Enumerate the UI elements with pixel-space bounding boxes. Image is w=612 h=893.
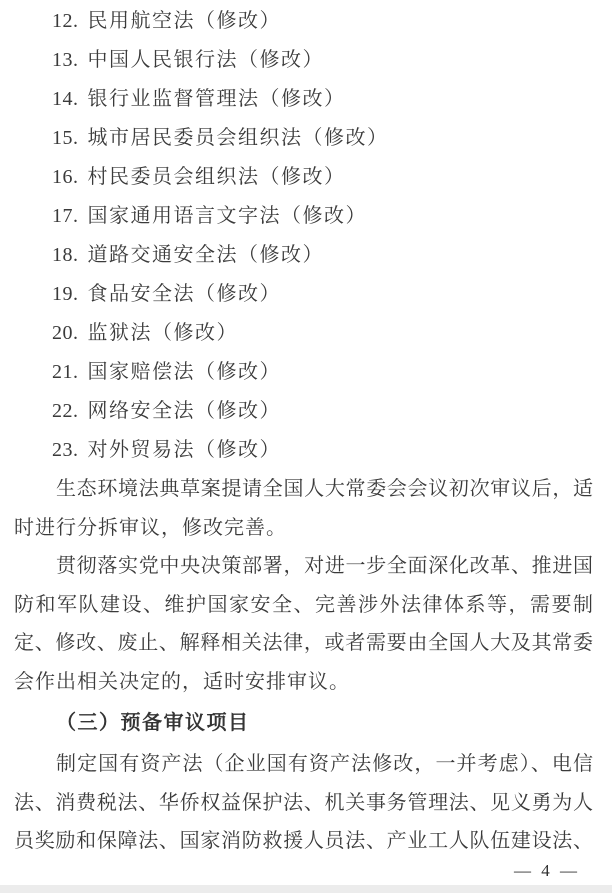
item-number: 23. [52,439,79,461]
section-heading: （三）预备审议项目 [56,712,250,734]
paragraph-central-decisions [14,547,593,701]
item-title: 食品安全法（修改） [87,283,281,305]
item-number: 14. [52,88,79,110]
text-line: 贯彻落实党中央决策部署，对进一步全面深化改革、推进国 [56,555,593,577]
list-item [14,314,593,353]
footer-strip-divider [0,885,612,893]
text-line: 会作出相关决定的，适时安排审议。 [14,670,350,693]
text-line: 生态环境法典草案提请全国人大常委会会议初次审议后，适 [56,478,593,500]
list-item [14,2,593,41]
item-title: 监狱法（修改） [87,322,238,344]
list-item [14,158,593,197]
item-number: 12. [52,10,79,32]
list-item [14,80,593,119]
text-line: 定、修改、废止、解释相关法律，或者需要由全国人大及其常委 [14,632,593,654]
item-title: 中国人民银行法（修改） [87,49,324,71]
item-number: 20. [52,322,79,344]
item-number: 22. [52,400,79,422]
paragraph-eco-code [14,470,593,547]
item-number: 16. [52,166,79,188]
page-number: — 4 — [514,861,580,880]
item-title: 城市居民委员会组织法（修改） [87,127,389,149]
list-item [14,392,593,431]
text-line: 制定国有资产法（企业国有资产法修改，一并考虑）、电信 [56,753,593,775]
item-number: 19. [52,283,79,305]
list-item [14,431,593,470]
item-title: 道路交通安全法（修改） [87,244,324,266]
paragraph-preparatory-items [14,745,593,861]
item-title: 银行业监督管理法（修改） [87,88,346,110]
item-number: 18. [52,244,79,266]
item-title: 村民委员会组织法（修改） [87,166,346,188]
law-list [14,2,593,470]
list-item [14,275,593,314]
list-item [14,119,593,158]
text-line: 员奖励和保障法、国家消防救援人员法、产业工人队伍建设法、 [14,830,593,852]
item-title: 民用航空法（修改） [87,10,281,32]
list-item [14,41,593,80]
text-line: 时进行分拆审议，修改完善。 [14,516,287,539]
item-title: 国家通用语言文字法（修改） [87,205,367,227]
item-number: 21. [52,361,79,383]
item-number: 13. [52,49,79,71]
text-line: 法、消费税法、华侨权益保护法、机关事务管理法、见义勇为人 [14,791,593,814]
list-item [14,353,593,392]
item-title: 网络安全法（修改） [87,400,281,422]
item-title: 国家赔偿法（修改） [87,361,281,383]
list-item [14,197,593,236]
list-item [14,236,593,275]
item-number: 15. [52,127,79,149]
item-number: 17. [52,205,79,227]
text-line: 防和军队建设、维护国家安全、完善涉外法律体系等，需要制 [14,593,593,616]
item-title: 对外贸易法（修改） [87,439,281,461]
